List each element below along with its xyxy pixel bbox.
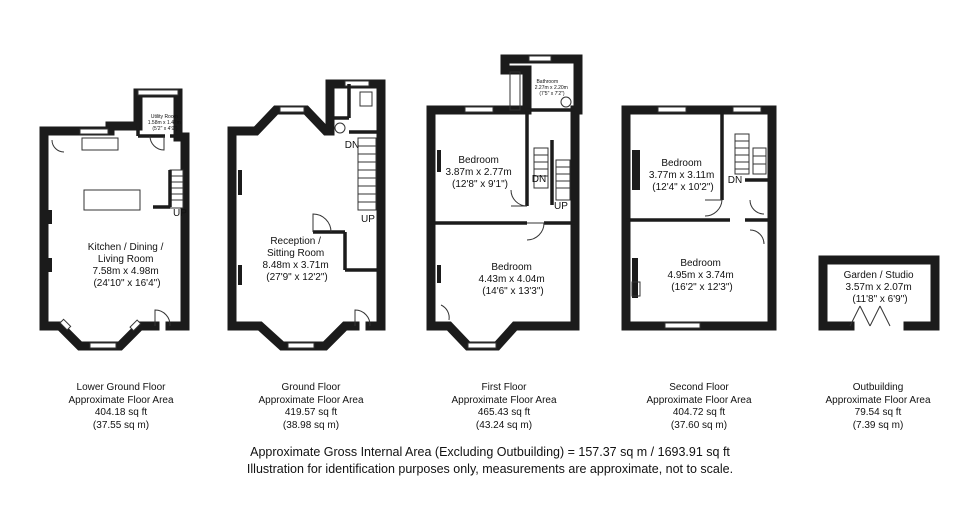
second-floor-plan [626, 107, 772, 328]
bath-tub [510, 72, 520, 110]
utility-window [138, 90, 178, 95]
disclaimer-note: Illustration for identification purposes only, measurements are approximate, not to scale. [246, 462, 734, 476]
room-label-bedroom-front: Bedroom 4.95m x 3.74m (16'2" x 12'3") [667, 258, 734, 293]
first-floor-plan [431, 56, 578, 348]
room-label-bathroom: Bathroom 2.27m x 2.20m (7'5" x 7'2") [534, 79, 568, 97]
floor-area-sqft: 79.54 sq ft [854, 407, 902, 418]
floor-name: Outbuilding [852, 382, 904, 393]
stair-label-up: UP [554, 201, 568, 212]
lower-ground-floor-plan [44, 90, 187, 348]
stair-label-dn: DN [531, 174, 547, 185]
bay-window [90, 343, 116, 348]
floor-area-label: Approximate Floor Area [258, 394, 364, 406]
stair-label-dn: DN [727, 175, 743, 186]
lower-ground-stairs [153, 170, 183, 208]
ground-bay-rear-window [280, 107, 304, 112]
first-rear-window [465, 107, 493, 112]
stair-label-dn: DN [344, 140, 360, 151]
first-stairs [531, 140, 570, 205]
caption-ground-floor [226, 382, 396, 432]
stair-label-up: UP [173, 208, 187, 219]
floor-name: Second Floor [669, 382, 729, 393]
wc-basin [335, 123, 345, 133]
rear-window [80, 129, 108, 134]
wc-toilet [360, 92, 372, 106]
second-stairs [735, 134, 766, 174]
room-label-kitchen: Kitchen / Dining / Living Room 7.58m x 4.98m (24'10" x 16'4") [87, 242, 164, 289]
caption-outbuilding [793, 382, 963, 432]
floor-area-label: Approximate Floor Area [825, 394, 931, 406]
second-rear-window-left [658, 107, 686, 112]
floor-area-sqft: 404.18 sq ft [94, 407, 148, 418]
floor-name: Lower Ground Floor [76, 382, 166, 393]
floor-name: Ground Floor [281, 382, 341, 393]
floor-area-sqm: (43.24 sq m) [475, 419, 533, 431]
room-label-bedroom-front: Bedroom 4.43m x 4.04m (14'6" x 13'3") [478, 262, 545, 297]
floor-area-sqft: 465.43 sq ft [477, 407, 531, 418]
room-label-garden-studio: Garden / Studio 3.57m x 2.07m (11'8" x 6'9") [843, 270, 914, 305]
floor-area-label: Approximate Floor Area [451, 394, 557, 406]
room-label-bedroom-rear: Bedroom 3.87m x 2.77m (12'8" x 9'1") [445, 155, 512, 190]
room-label-bedroom-rear: Bedroom 3.77m x 3.11m (12'4" x 10'2") [648, 158, 715, 193]
gross-area-note: Approximate Gross Internal Area (Excluding Outbuilding) = 157.37 sq m / 1693.91 sq ft [250, 445, 730, 459]
floor-area-label: Approximate Floor Area [646, 394, 752, 406]
floor-area-sqm: (38.98 sq m) [282, 419, 340, 431]
bath-basin [561, 97, 571, 107]
stair-label-up: UP [361, 214, 375, 225]
caption-second-floor [614, 382, 784, 432]
floor-area-label: Approximate Floor Area [68, 394, 174, 406]
ground-stairs [358, 138, 376, 210]
second-front-window [665, 323, 700, 328]
floor-area-sqm: (7.39 sq m) [852, 419, 904, 431]
second-rear-window-right [733, 107, 761, 112]
bathroom-window [529, 56, 551, 61]
room-label-utility: Utility Room 1.58m x 1.47m (5'2" x 4'9") [147, 114, 181, 132]
ground-floor-plan [232, 81, 381, 348]
first-front-window [468, 343, 496, 348]
floor-name: First Floor [481, 382, 527, 393]
caption-lower-ground-floor [36, 382, 206, 432]
kitchen-counter [82, 138, 118, 150]
ground-bay-front-window [288, 343, 314, 348]
outbuilding-plan [823, 260, 935, 326]
kitchen-island [84, 190, 140, 210]
room-label-reception: Reception / Sitting Room 8.48m x 3.71m (27'9" x 12'2") [262, 236, 329, 283]
floor-area-sqft: 419.57 sq ft [284, 407, 338, 418]
floor-area-sqm: (37.55 sq m) [92, 419, 150, 431]
caption-first-floor [419, 382, 589, 432]
floor-area-sqft: 404.72 sq ft [672, 407, 726, 418]
floor-area-sqm: (37.60 sq m) [670, 419, 728, 431]
